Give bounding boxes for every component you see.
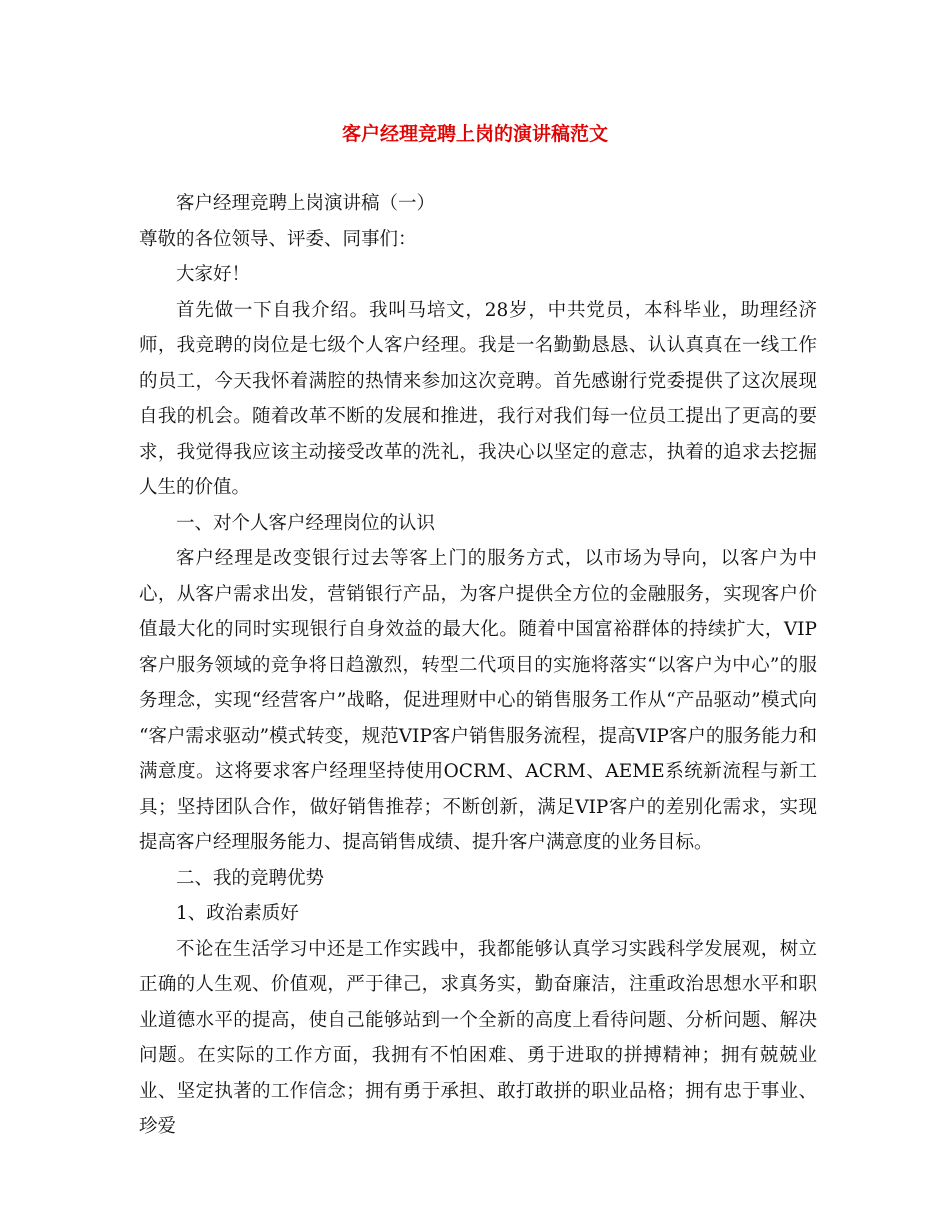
document-title: 客户经理竞聘上岗的演讲稿范文 — [341, 123, 608, 145]
section-heading-1: 一、对个人客户经理岗位的认识 — [176, 512, 436, 534]
paragraph-role-understanding: 客户经理是改变银行过去等客上门的服务方式，以市场为导向，以客户为中心，从客户需求出发，营销银行产品，为客户提供全方位的金融服务，实现客户价值最大化的同时实现银行自身效益的最大化。随着中国富裕群体的持续扩大，VIP客户服务领域的竞争将日趋激烈，转型二代项目的实施将落实“以客户为中心”的服务理念，实现“经营客户”战略，促进理财中心的销售服务工作从“产品驱动”模式向 “客户需求驱动”模式转变，规范VIP客户销售服务流程，提高VIP客户的服务能力和满意度。这将要求客户经理坚持使用OCRM、ACRM、AEME系统新流程与新工具；坚持团队合作，做好销售推荐；不断创新，满足VIP客户的差别化需求，实现提高客户经理服务能力、提高销售成绩、提升客户满意度的业务目标。 — [139, 548, 817, 853]
paragraph-greeting: 大家好！ — [176, 264, 251, 285]
paragraph-political-quality: 不论在生活学习中还是工作实践中，我都能够认真学习实践科学发展观，树立正确的人生观、价值观，严于律己，求真务实，勤奋廉洁，注重政治思想水平和职业道德水平的提高，使自己能够站到一个全新的高度上看待问题、分析问题、解决问题。在实际的工作方面，我拥有不怕困难、勇于进取的拼搏精神；拥有兢兢业业、坚定执著的工作信念；拥有勇于承担、敢打敢拼的职业品格；拥有忠于事业、珍爱 — [139, 938, 817, 1137]
section-heading-2: 二、我的竞聘优势 — [176, 867, 325, 889]
document-body — [139, 186, 817, 1145]
subsection-heading-1: 1、政治素质好 — [176, 903, 299, 924]
paragraph-salutation: 尊敬的各位领导、评委、同事们： — [139, 228, 417, 250]
paragraph-introduction: 首先做一下自我介绍。我叫马培文，28岁，中共党员，本科毕业，助理经济师，我竞聘的岗位是七级个人客户经理。我是一名勤勤恳恳、认认真真在一线工作的员工，今天我怀着满腔的热情来参加这次竞聘。首先感谢行党委提供了这次展现自我的机会。随着改革不断的发展和推进，我行对我们每一位员工提出了更高的要求，我觉得我应该主动接受改革的洗礼，我决心以坚定的意志，执着的追求去挖掘人生的价值。 — [139, 299, 817, 498]
paragraph-subtitle: 客户经理竞聘上岗演讲稿（一） — [176, 193, 436, 214]
